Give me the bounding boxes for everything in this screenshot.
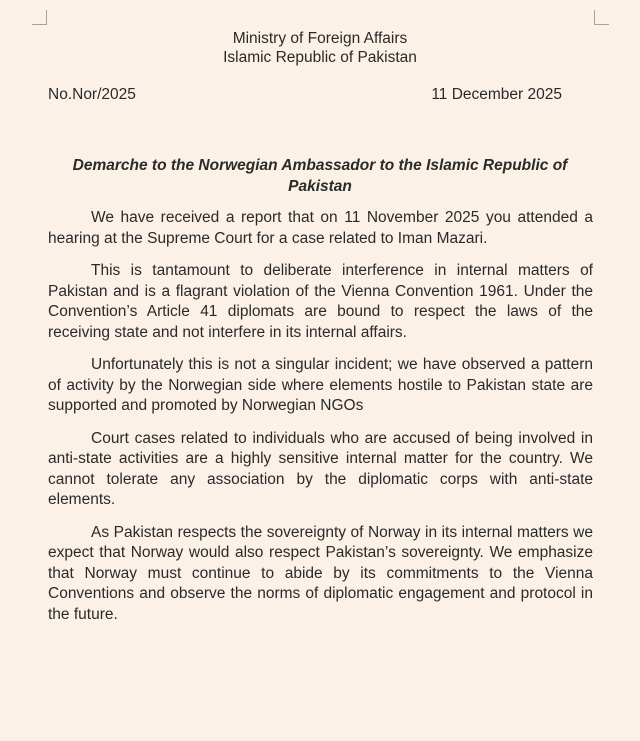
letter-date: 11 December 2025 <box>431 86 562 103</box>
corner-mark-top-left <box>32 10 47 25</box>
body-paragraph-3: Unfortunately this is not a singular incident; we have observed a pattern of activity by the Norwegian side where elements hostile to Pakistan state are supported and promoted by Norwegian NGOs <box>48 356 593 414</box>
body-paragraph-4: Court cases related to individuals who are accused of being involved in anti-state activities are a highly sensitive internal matter for the country. We cannot tolerate any association by the diplomatic corps with anti-state elements. <box>48 429 593 508</box>
body-paragraph-2: This is tantamount to deliberate interference in internal matters of Pakistan and is a flagrant violation of the Vienna Convention 1961. Under the Convention’s Article 41 diplomats are bound to respect the laws of the receiving state and not interfere in its internal affairs. <box>48 262 593 341</box>
corner-mark-top-right <box>594 10 609 25</box>
letter-body <box>48 208 593 637</box>
subject-heading: Demarche to the Norwegian Ambassador to the Islamic Republic of Pakistan <box>72 157 568 195</box>
country-name: Islamic Republic of Pakistan <box>223 49 417 66</box>
body-paragraph-1: We have received a report that on 11 November 2025 you attended a hearing at the Supreme Court for a case related to Iman Mazari. <box>48 209 593 247</box>
reference-number: No.Nor/2025 <box>48 86 136 103</box>
body-paragraph-5: As Pakistan respects the sovereignty of Norway in its internal matters we expect that Norway would also respect Pakistan’s sovereignty. We emphasize that Norway must continue to abide by its commitments to the Vienna Conventions and observe the norms of diplomatic engagement and protocol in the future. <box>48 523 593 623</box>
ministry-name: Ministry of Foreign Affairs <box>232 30 408 47</box>
letterhead <box>0 29 640 67</box>
